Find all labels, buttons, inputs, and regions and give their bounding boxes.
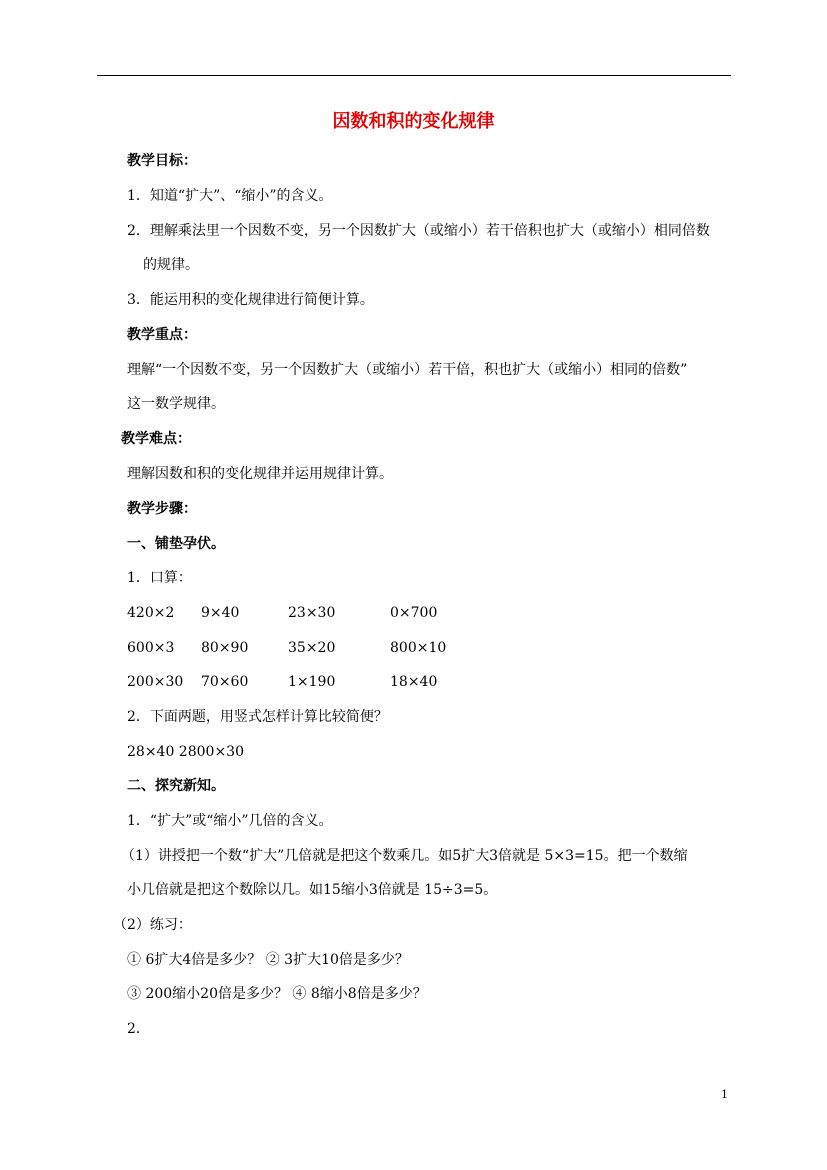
grid-cell: 800×10 <box>390 640 447 656</box>
section-1-heading: 一、铺垫孕伏。 <box>127 536 225 552</box>
grid-cell: 1×190 <box>288 674 336 690</box>
grid-cell: 0×700 <box>390 605 438 621</box>
difficulties-heading: 教学难点： <box>121 431 191 447</box>
grid-cell: 18×40 <box>390 674 438 690</box>
grid-cell: 23×30 <box>288 605 336 621</box>
difficulties-text: 理解因数和积的变化规律并运用规律计算。 <box>127 466 393 482</box>
section-2-heading: 二、探究新知。 <box>127 778 225 794</box>
objectives-heading: 教学目标： <box>127 153 197 169</box>
key-points-line-2: 这一数学规律。 <box>127 396 225 412</box>
objective-item-2: 2．理解乘法里一个因数不变，另一个因数扩大（或缩小）若干倍积也扩大（或缩小）相同倍数 <box>127 223 710 239</box>
section-1-item-1: 1．口算： <box>127 570 192 586</box>
page-number: 1 <box>721 1088 728 1101</box>
grid-cell: 420×2 <box>127 605 175 621</box>
steps-heading: 教学步骤： <box>127 501 197 517</box>
grid-cell: 9×40 <box>201 605 240 621</box>
key-points-heading: 教学重点： <box>127 327 197 343</box>
section-2-item-1: 1．“扩大”或“缩小”几倍的含义。 <box>127 813 333 829</box>
grid-cell: 70×60 <box>201 674 249 690</box>
exercise-row-2: ③ 200缩小20倍是多少？ ④ 8缩小8倍是多少？ <box>127 986 427 1002</box>
grid-cell: 600×3 <box>127 640 175 656</box>
grid-cell: 200×30 <box>127 674 184 690</box>
key-points-line-1: 理解“一个因数不变，另一个因数扩大（或缩小）若干倍，积也扩大（或缩小）相同的倍数” <box>127 362 688 378</box>
section-1-item-2: 2．下面两题，用竖式怎样计算比较简便？ <box>127 709 388 725</box>
section-2-para-1-line-2: 小几倍就是把这个数除以几。如15缩小3倍就是 15÷3=5。 <box>127 882 498 898</box>
section-2-para-1-line-1: （1）讲授把一个数“扩大”几倍就是把这个数乘几。如5扩大3倍就是 5×3=15。把一个数缩 <box>121 848 688 864</box>
section-2-para-2: （2）练习： <box>113 917 192 933</box>
header-rule <box>97 75 731 76</box>
grid-cell: 35×20 <box>288 640 336 656</box>
document-title: 因数和积的变化规律 <box>332 111 495 132</box>
exercise-row-1: ① 6扩大4倍是多少？ ② 3扩大10倍是多少？ <box>127 952 409 968</box>
objective-item-1: 1．知道“扩大”、“缩小”的含义。 <box>127 188 333 204</box>
grid-cell: 80×90 <box>201 640 249 656</box>
objective-item-2-cont: 的规律。 <box>143 257 199 273</box>
objective-item-3: 3．能运用积的变化规律进行简便计算。 <box>127 292 374 308</box>
section-2-item-2: 2． <box>127 1021 150 1037</box>
section-1-item-2-expr: 28×40 2800×30 <box>127 744 244 760</box>
